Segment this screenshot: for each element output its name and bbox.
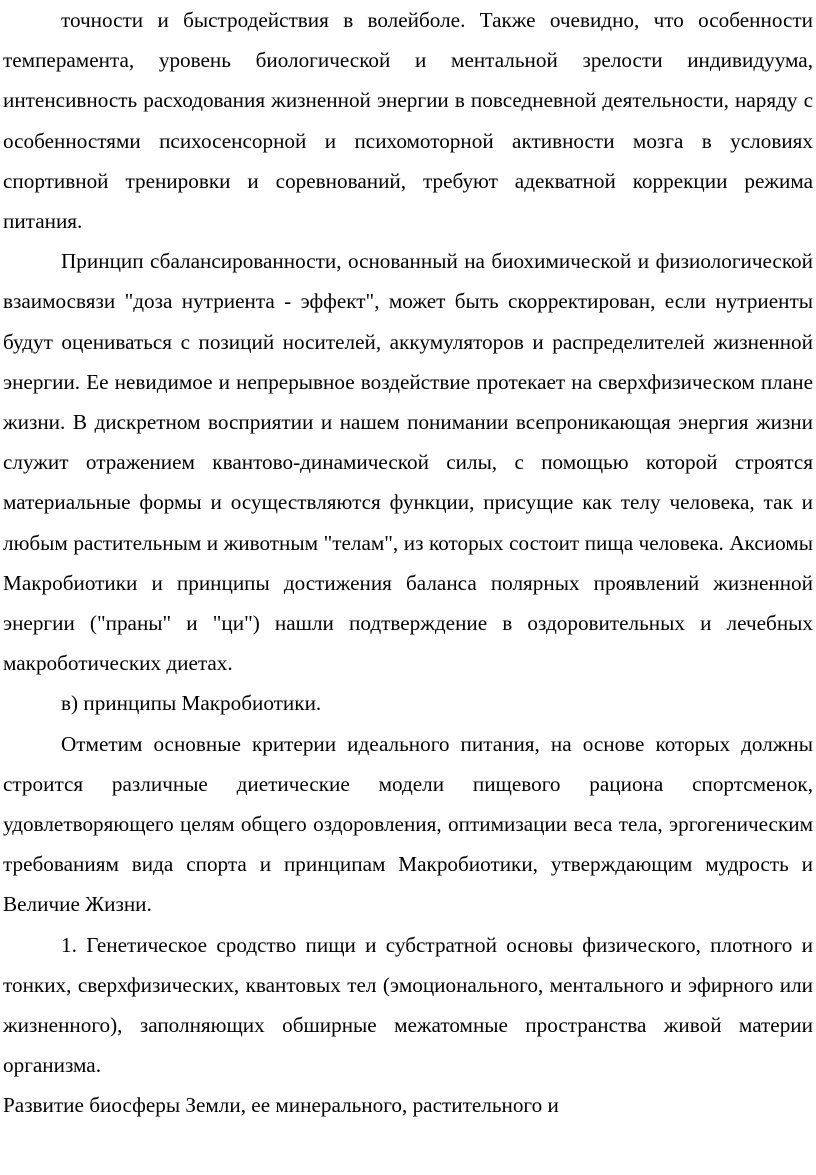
paragraph-temperament: точности и быстродействия в волейболе. Также очевидно, что особенности темперамента, уровень биологической и ментальной зрелости индивидуума, интенсивность расходования жизненной энергии в повседневной деятельности, наряду с особенностями психосенсорной и психомоторной активности мозга в условиях спортивной тренировки и соревнований, требуют адекватной коррекции режима питания.: [3, 8, 813, 234]
paragraph-biosphere: Развитие биосферы Земли, ее минерального, растительного и: [3, 1093, 559, 1118]
document-page: [3, 0, 813, 1126]
paragraph-macrobiotics-heading: в) принципы Макробиотики.: [61, 691, 322, 716]
paragraph-ideal-nutrition-criteria: Отметим основные критерии идеального питания, на основе которых должны строится различные диетические модели пищевого рациона спортсменок, удовлетворяющего целям общего оздоровления, оптимизации веса тела, эргогеническим требованиям вида спорта и принципам Макробиотики, утверждающим мудрость и Величие Жизни.: [3, 731, 813, 917]
paragraph-balance-principle: Принцип сбалансированности, основанный на биохимической и физиологической взаимосвязи "доза нутриента - эффект", может быть скорректирован, если нутриенты будут оцениваться с позиций носителей, аккумуляторов и распределителей жизненной энергии. Ее невидимое и непрерывное воздействие протекает на сверхфизическом плане жизни. В дискретном восприятии и нашем понимании всепроникающая энергия жизни служит отражением квантово-динамической силы, с помощью которой строятся материальные формы и осуществляются функции, присущие как телу человека, так и любым растительным и животным "телам", из которых состоит пища человека. Аксиомы Макробиотики и принципы достижения баланса полярных проявлений жизненной энергии ("праны" и "ци") нашли подтверждение в оздоровительных и лечебных макроботических диетах.: [3, 249, 813, 676]
paragraph-genetic-affinity: 1. Генетическое сродство пищи и субстратной основы физического, плотного и тонких, сверхфизических, квантовых тел (эмоционального, ментального и эфирного или жизненного), заполняющих обширные межатомные пространства живой материи организма.: [3, 932, 813, 1078]
